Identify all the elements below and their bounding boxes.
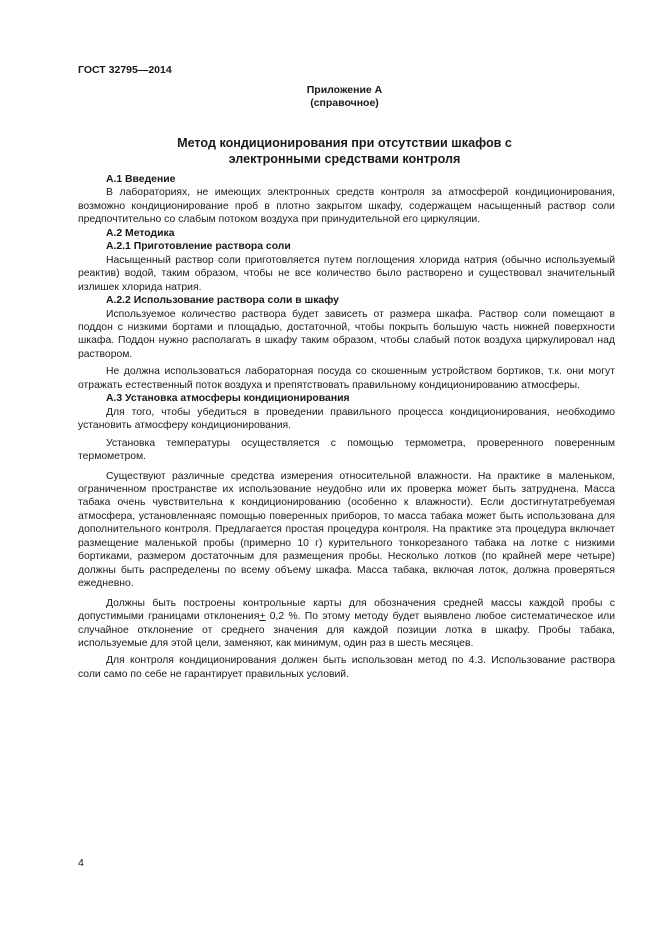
paragraph-a3-5: Для контроля кондиционирования должен быть использован метод по 4.3. Использование раствора соли само по себе не гарантирует правильных условий. — [78, 655, 615, 680]
section-heading-a22: А.2.2 Использование раствора соли в шкафу — [106, 295, 339, 307]
page-number: 4 — [78, 857, 84, 869]
paragraph-a1-1: В лабораториях, не имеющих электронных средств контроля за атмосферой кондиционирования, возможно кондиционирование проб в плотно закрытом шкафу, содержащем насыщенный раствор соли предпочтительно со слабым потоком воздуха при принудительной его циркуляции. — [78, 187, 615, 226]
paragraph-a3-4-start: Должны быть построены контрольные карты для обозначения средней массы каждой пробы с допустимыми границами отклонения — [78, 597, 615, 623]
paragraph-a3-3: Существуют различные средства измерения относительной влажности. На практике в маленьком, ограниченном пространстве их использование неудобно или их проверка может быть затруднена. Масса табака очень чувствительна к кондиционированию (особенно к влажности). Если достигнутатребуемая атмосфера, установленнаяс помощью поверенных приборов, то масса табака может быть использована для дополнительного контроля. Предлагается простая процедура контроля. На практике эта процедура включает размещение маленькой пробы (примерно 10 г) курительного тонкорезаного табака на лотке с низкими бортиками, размером достаточным для размещения пробы. Несколько лотков (по крайней мере четыре) должны быть распределены по всему объему шкафа. Масса табака, включая лоток, должна проверяться ежедневно. — [78, 470, 615, 590]
section-heading-a2: А.2 Методика — [106, 227, 175, 239]
section-heading-a3: А.3 Установка атмосферы кондиционирования — [106, 393, 350, 405]
section-heading-a21: А.2.1 Приготовление раствора соли — [106, 241, 291, 253]
annex-title-line-2: электронными средствами контроля — [228, 152, 461, 166]
section-heading-a1: А.1 Введение — [106, 174, 176, 185]
paragraph-a22-2: Не должна использоваться лабораторная посуда со скошенным устройством бортиков, т.к. они могут отражать естественный поток воздуха и препятствовать правильному кондиционированию атмосферы. — [78, 366, 615, 391]
paragraph-a3-1: Для того, чтобы убедиться в проведении правильного процесса кондиционирования, необходимо установить атмосферу кондиционирования. — [78, 406, 615, 432]
paragraph-a3-4-end: 0,2 %. По этому методу будет выявлено любое систематическое или случайное отклонение от среднего значения для каждой позиции лотка в шкафу. Пробы табака, используемые для этой цели, заменяют, как минимум, один раз в шесть месяцев. — [78, 611, 615, 649]
paragraph-a22-1: Используемое количество раствора будет зависеть от размера шкафа. Раствор соли помещают в поддон с низкими бортами и площадью, достаточной, чтобы покрыть большую часть нижней поверхности шкафа. Поддон нужно располагать в шкафу таким образом, чтобы слабый поток воздуха циркулировал над раствором. — [78, 308, 615, 360]
plus-minus-sign: + — [259, 611, 266, 623]
annex-label: Приложение А — [306, 84, 383, 96]
paragraph-a21-1: Насыщенный раствор соли приготовляется путем поглощения хлорида натрия (обычно используемый реактив) водой, таким образом, чтобы не все количество было растворено и существовал значительный излишек хлорида натрия. — [78, 254, 615, 293]
annex-title-line-1: Метод кондиционирования при отсутствии шкафов с — [177, 136, 512, 150]
paragraph-a3-2: Установка температуры осуществляется с помощью термометра, проверенного поверенным термометром. — [78, 437, 615, 463]
paragraph-a3-4 — [78, 597, 615, 651]
document-header-standard: ГОСТ 32795—2014 — [78, 64, 172, 76]
annex-status: (справочное) — [310, 97, 379, 109]
document-body — [78, 173, 615, 681]
